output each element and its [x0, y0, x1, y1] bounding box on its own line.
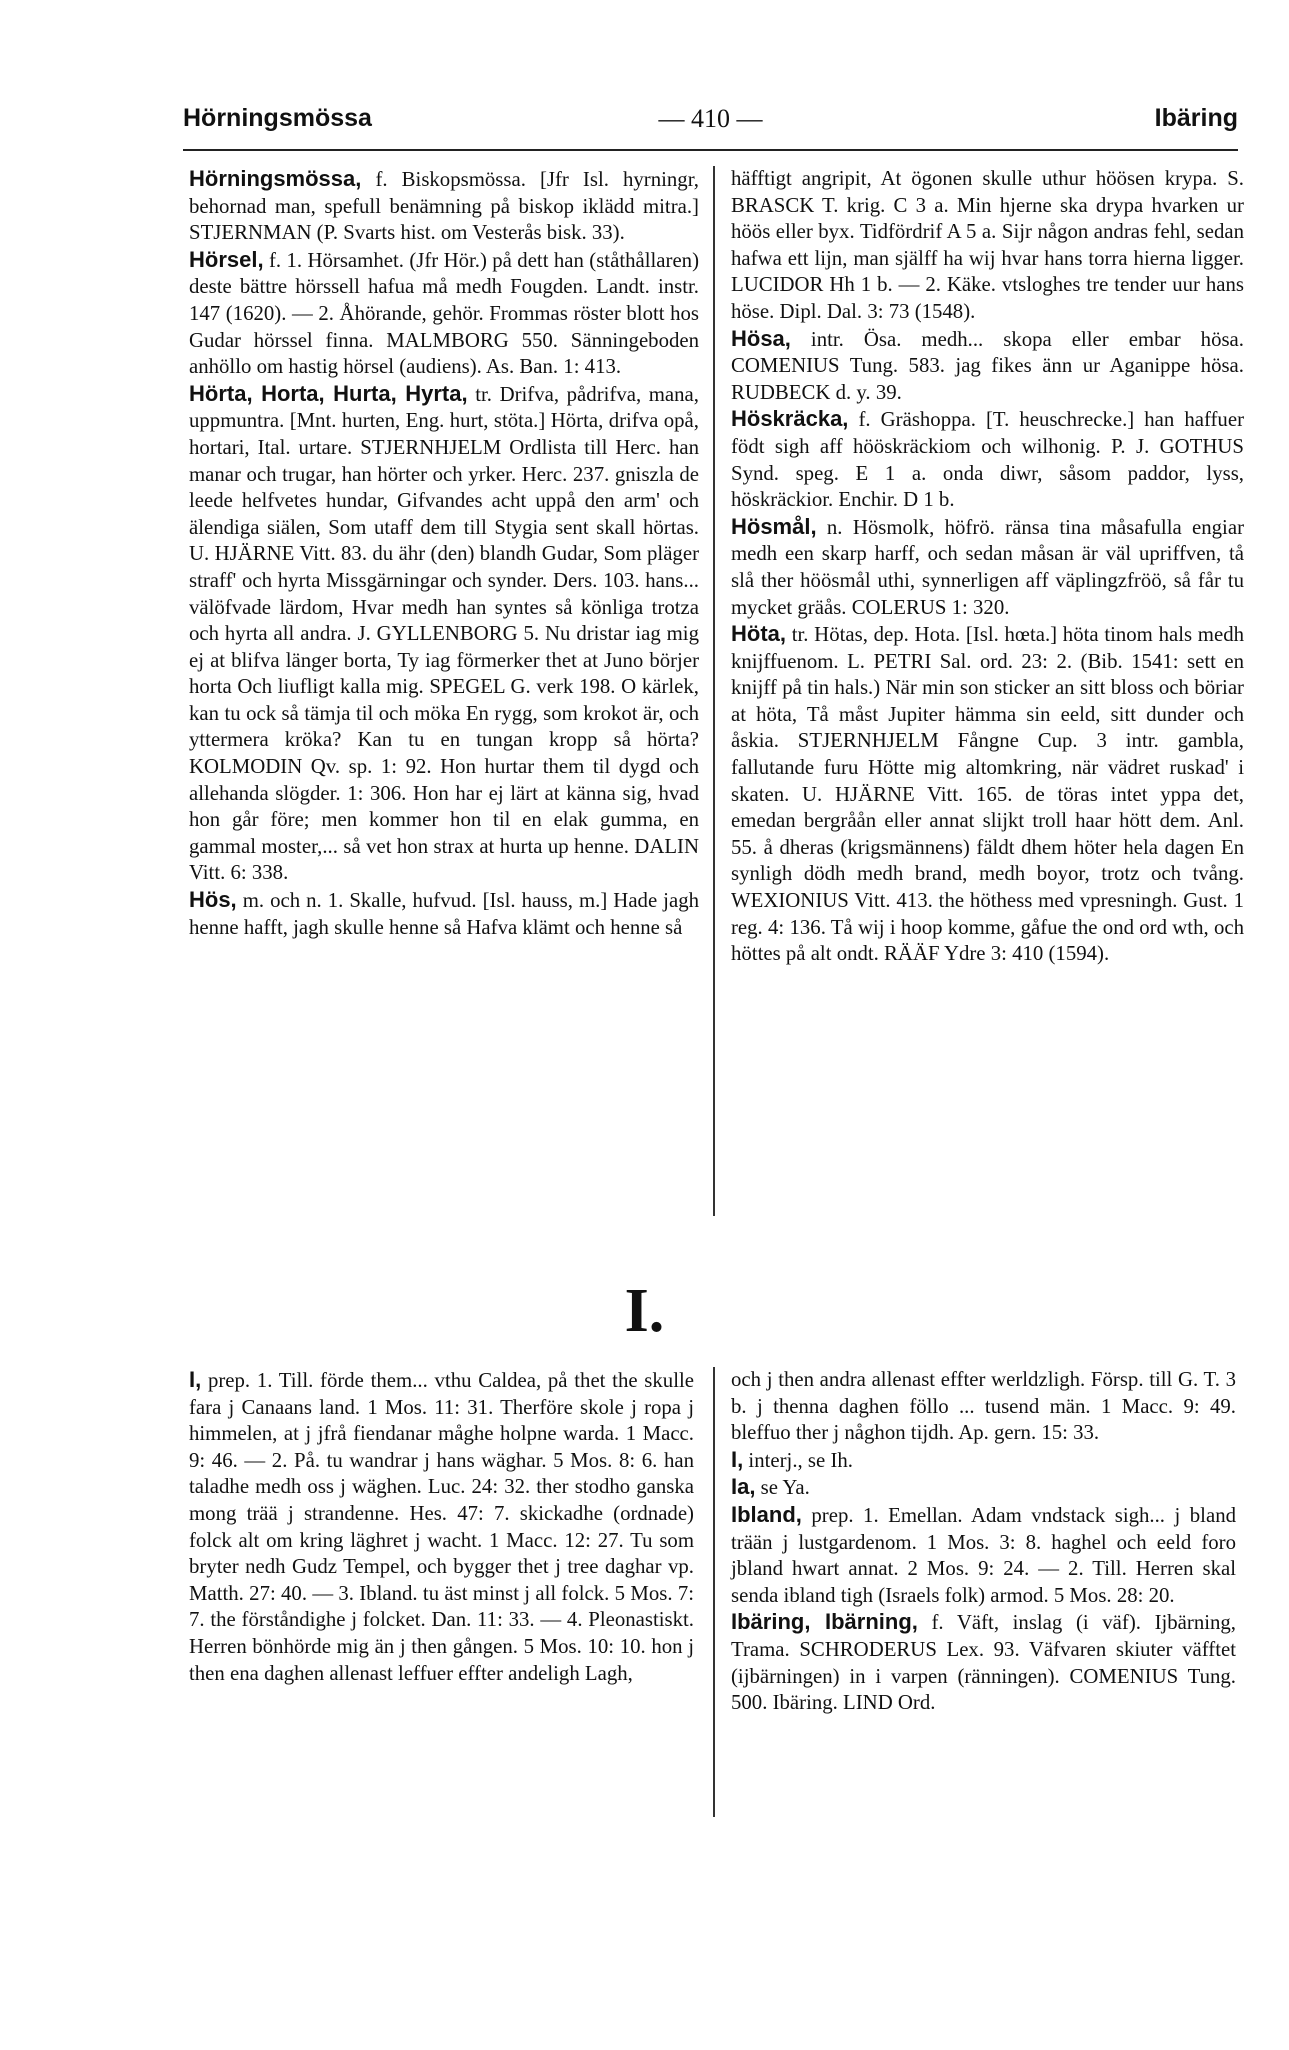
entry-headword: Ibland, — [731, 1501, 802, 1527]
entry-text: och j then andra allenast effter werldzligh. Försp. till G. T. 3 b. j thenna daghen föllo ... tusend män. 1 Macc. 9: 49. bleffuo ther j någhon tijdh. Ap. gern. 15: 33. — [731, 1368, 1236, 1445]
entry-headword: Ibäring, Ibärning, — [731, 1609, 918, 1635]
dictionary-entry — [731, 1474, 1236, 1502]
dictionary-entry — [731, 406, 1244, 513]
entry-text: prep. 1. Emellan. Adam vndstack sigh... j bland trään j lustgardenom. 1 Mos. 3: 8. haghel och eeld foro jbland hwart annat. 2 Mos. 9: 24. — 2. Till. Herren skal senda ibland tigh (Israels folk) armod. 5 Mos. 28: 20. — [731, 1503, 1236, 1607]
entry-headword: I, — [189, 1367, 202, 1392]
column-divider-lower — [713, 1367, 715, 1817]
header-right-guideword: Ibäring — [1154, 104, 1238, 132]
dictionary-entry — [731, 1447, 1236, 1475]
entry-text: se Ya. — [755, 1476, 810, 1500]
dictionary-entry — [731, 1367, 1236, 1447]
entry-headword: Hörningsmössa, — [189, 166, 362, 191]
column-divider-upper — [713, 166, 715, 1216]
entry-text: tr. Drifva, pådrifva, mana, uppmuntra. [Mnt. hurten, Eng. hurt, stöta.] Hörta, drifva opå, hortari, Ital. urtare. STJERNHJELM Ordlista till Herc. han manar och trugar, han hörter och yrker. Herc. 237. gniszla de leede helfvetes hundar, Gifvandes acht uppå den arm' och älendiga siälen, Som utaff dem till Stygia sent skall hörtas. U. HJÄRNE Vitt. 83. du ähr (den) blandh Gudar, Som pläger straff' och hyrta Missgärningar och synder. Ders. 103. hans... välöfvade lärdom, Hvar medh han syntes så könliga trotza och hyrta all andra. J. GYLLENBORG 5. Nu dristar iag mig ej at blifva länger borta, Ty iag förmerker thet at Juno börjer horta Och liufligt kalla mig. SPEGEL G. verk 198. O kärlek, kan tu ock så tämja til och möka En rygg, som krokot är, och yttermera kröka? Kan tu en tungan kropp så hörta? KOLMODIN Qv. sp. 1: 92. Hon hurtar them til dygd och allehanda slögder. 1: 306. Hon har ej lärt at känna sig, hvad hon går före; men kommer hon til en elak gumma, en gammal moster,... så vet hon strax at hurta up henne. DALIN Vitt. 6: 338. — [189, 382, 699, 885]
column-lower-right — [731, 1367, 1236, 1717]
dictionary-entry — [731, 1609, 1236, 1716]
dictionary-entry — [731, 514, 1244, 621]
entry-text: tr. Hötas, dep. Hota. [Isl. hœta.] höta tinom hals medh knijffuenom. L. PETRI Sal. ord. 23: 2. (Bib. 1541: sett en knijff på tin hals.) När min son sticker an sitt bloss och böriar at höta, Tå måst Jupiter hämma sin eeld, sitt dunder och åskia. STJERNHJELM Fångne Cup. 3 intr. gambla, fallutande furu Hötte mig altomkring, när vädret ruskad' i skaten. U. HJÄRNE Vitt. 165. de töras intet yppa det, emedan bergråån eller annat slijkt troll haar hött dem. Anl. 55. å dheras (krigsmännens) fäldt dhem höter hela dagen En synligh dödh medh brand, medh boyor, trotz och tvång. WEXIONIUS Vitt. 413. the höthess med vpresningh. Gust. 1 reg. 4: 136. Tå wij i hoop komme, gåfue the ond ord wth, och höttes på alt ondt. RÄÄF Ydre 3: 410 (1594). — [731, 623, 1244, 966]
page-number: — 410 — — [658, 104, 763, 133]
column-lower-left — [189, 1367, 694, 1687]
column-upper-left — [189, 166, 699, 941]
entry-text: interj., se Ih. — [743, 1448, 853, 1472]
entry-text: f. Väft, inslag (i väf). Ijbärning, Trama. SCHRODERUS Lex. 93. Väfvaren skiuter väfftet (ijbärningen) in i varpen (ränningen). COMENIUS Tung. 500. Ibäring. LIND Ord. — [731, 1611, 1236, 1715]
dictionary-entry — [731, 1502, 1236, 1609]
entry-headword: Hörta, Horta, Hurta, Hyrta, — [189, 380, 468, 406]
entry-text: f. Biskopsmössa. [Jfr Isl. hyrningr, behornad man, spefull benämning på biskop iklädd mitra.] STJERNMAN (P. Svarts hist. om Vesterås bisk. 33). — [189, 168, 699, 245]
entry-text: prep. 1. Till. förde them... vthu Caldea, på thet the skulle fara j Canaans land. 1 Mos. 11: 31. Therföre skole j ropa j himmelen, at j jfrå fiendanar måghe holpne warda. 1 Macc. 9: 46. — 2. På. tu wandrar j hans wäghar. 5 Mos. 8: 6. han taladhe medh oss j wäghen. Luc. 24: 32. ther stodho ganska mong trää j strandenne. Hes. 47: 7. skickadhe (ordnade) folck alt om kring läghret j wacht. 1 Macc. 12: 27. Tu som bryter nedh Gudz Tempel, och bygger thet j tree daghar vp. Matth. 27: 40. — 3. Ibland. tu äst minst j all folck. 5 Mos. 7: 7. the förståndighe j folcket. Dan. 11: 33. — 4. Pleonastiskt. Herren bönhörde mig än j then gången. 5 Mos. 10: 10. hon j then ena daghen allenast leffuer effter andeligh Lagh, — [189, 1369, 694, 1685]
entry-text: häfftigt angripit, At ögonen skulle uthur höösen krypa. S. BRASCK T. krig. C 3 a. Min hjerne ska drypa hvarken ur höös eller byx. Tidfördrif A 5 a. Sijr någon andras fehl, sedan hafwa ett lijn, man själff ha wij hvar hans torra hierna ligger. LUCIDOR Hh 1 b. — 2. Käke. vtsloghes tre tender uur hans höse. Dipl. Dal. 3: 73 (1548). — [731, 167, 1244, 323]
header-left-guideword: Hörningsmössa — [183, 104, 372, 132]
entry-headword: Höskräcka, — [731, 406, 849, 432]
dictionary-entry — [189, 381, 699, 887]
section-letter: I. — [624, 1277, 665, 1345]
dictionary-entry — [731, 326, 1244, 407]
dictionary-entry — [731, 621, 1244, 968]
column-upper-right — [731, 166, 1244, 968]
entry-text: intr. Ösa. medh... skopa eller embar hösa. COMENIUS Tung. 583. jag fikes änn ur Aganippe hösa. RUDBECK d. y. 39. — [731, 327, 1244, 404]
entry-headword: I, — [731, 1446, 744, 1472]
entry-text: n. Hösmolk, höfrö. ränsa tina måsafulla engiar medh een skarp harff, och sedan måsan är väl upriffven, tå slå ther höösmål uthi, synnerligen aff väplingzfröö, så får tu mycket gräås. COLERUS 1: 320. — [731, 515, 1244, 619]
entry-headword: Hörsel, — [189, 246, 264, 272]
entry-text: f. Gräshoppa. [T. heuschrecke.] han haffuer födt sigh aff hööskräckiom och wilhonig. P. J. GOTHUS Synd. speg. E 1 a. onda diwr, såsom paddor, lyss, höskräckior. Enchir. D 1 b. — [731, 408, 1244, 512]
entry-headword: Hösa, — [731, 325, 791, 351]
dictionary-entry — [731, 166, 1244, 326]
entry-headword: Ia, — [731, 1474, 756, 1500]
running-header — [183, 104, 1238, 138]
dictionary-entry — [189, 166, 699, 247]
dictionary-entry — [189, 887, 699, 941]
entry-text: m. och n. 1. Skalle, hufvud. [Isl. hauss, m.] Hade jagh henne hafft, jagh skulle henne så Hafva klämt och henne så — [189, 889, 699, 939]
entry-headword: Hösmål, — [731, 513, 817, 539]
entry-headword: Höta, — [731, 621, 786, 647]
header-rule — [183, 149, 1238, 151]
dictionary-entry — [189, 1367, 694, 1687]
dictionary-entry — [189, 247, 699, 381]
entry-headword: Hös, — [189, 887, 237, 913]
entry-text: f. 1. Hörsamhet. (Jfr Hör.) på dett han (ståthållaren) deste bättre hörssell hafua må medh Fougden. Landt. instr. 147 (1620). — 2. Åhörande, gehör. Frommas röster blott hos Gudar hörssel finna. MALMBORG 550. Sänningeboden anhöllo om hastig hörsel (audiens). As. Ban. 1: 413. — [189, 248, 699, 379]
